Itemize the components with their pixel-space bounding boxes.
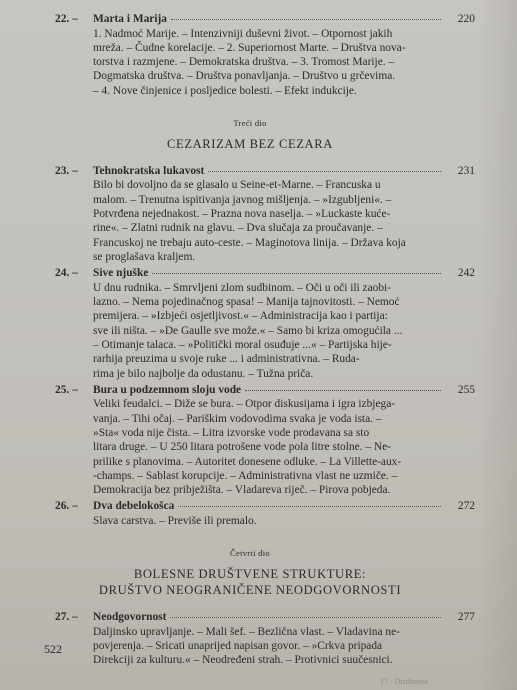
summary-line: Francuskoj ne trebaju auto-ceste. – Maginotova linija. – Država koja: [93, 236, 406, 249]
chapter-page-number: 231: [457, 164, 475, 177]
summary-line: Bilo bi dovoljno da se glasalo u Seine-et-Marne. – Francuska u: [93, 179, 381, 192]
chapter-number: 25. –: [55, 383, 78, 396]
part-title-line: DRUŠTVO NEOGRANIČENE NEODGOVORNOSTI: [98, 583, 402, 598]
chapter-title: Marta i Marija: [93, 13, 168, 25]
toc-entry-heading: [55, 610, 475, 625]
toc-entry: [55, 610, 475, 667]
page-shadow: [477, 0, 517, 690]
summary-line: Daljinsko upravljanje. – Mali šef. – Bezlična vlast. – Vladavina ne-: [93, 625, 400, 638]
chapter-summary: [55, 625, 445, 668]
chapter-summary: [55, 27, 445, 98]
summary-line: rarhija preuzima u svoje ruke ... i administrativna. – Ruda-: [93, 353, 360, 366]
toc-entry-heading: [55, 499, 475, 514]
toc-entry-heading: [55, 164, 475, 179]
summary-line: – Otimanje talaca. – »Politički moral osuđuje ...« – Partijska hije-: [93, 338, 392, 351]
summary-line: povjerenja. – Sricati unaprijed napisan govor. – »Crkva pripada: [93, 640, 383, 653]
chapter-title: Neodgovornost: [93, 611, 167, 624]
part-label: Treći dio: [233, 117, 267, 128]
chapter-number: 24. –: [55, 267, 78, 280]
chapter-page-number: 242: [457, 267, 475, 280]
part-title-line: BOLESNE DRUŠTVENE STRUKTURE:: [133, 567, 367, 582]
part-title-line: CEZARIZAM BEZ CEZARA: [167, 136, 333, 151]
summary-line: Veliki feudalci. – Diže se bura. – Otpor diskusijama i igra izbjega-: [93, 398, 396, 411]
dot-leader: [208, 170, 441, 172]
summary-line: rima je bilo najbolje da odustanu. – Tužna priča.: [93, 367, 314, 380]
chapter-page-number: 277: [457, 611, 475, 624]
toc-entry: [55, 12, 475, 98]
chapter-summary: [55, 281, 445, 381]
page-number: 522: [44, 642, 62, 656]
summary-line: -champs. – Sablast korupcije. – Administrativna vlast ne uzmiče. –: [93, 469, 398, 482]
toc-entry-heading: [55, 383, 475, 398]
toc-entry: [55, 499, 475, 528]
summary-line: »Sta« voda nije čista. – Litra izvorske vode prodavana sa sto: [93, 426, 370, 439]
dot-leader: [245, 389, 441, 391]
summary-line: Potvrđena nejednakost. – Prazna nova naselja. – »Luckaste kuće-: [93, 208, 391, 221]
bleed-through-text: 17 - Društvena: [380, 677, 428, 686]
summary-line: Direkciji za kulturu.« – Neodređeni strah. – Protivnici suučesnici.: [93, 654, 393, 667]
part-title: [55, 136, 445, 152]
chapter-page-number: 255: [457, 383, 475, 396]
toc-entry: [55, 383, 475, 498]
chapter-title: Sive njuške: [93, 267, 149, 280]
chapter-summary: [55, 397, 445, 497]
chapter-number: 23. –: [55, 164, 78, 177]
summary-line: U dnu rudnika. – Smrvljeni zlom sudbinom. – Oči u oči ili zaobi-: [93, 281, 392, 294]
summary-line: malom. – Trenutna ispitivanja javnog mišljenja. – »Izgubljeni«. –: [93, 193, 392, 206]
chapter-number: 26. –: [55, 500, 78, 513]
part-title: [55, 566, 445, 598]
toc-entry-heading: [55, 266, 475, 281]
dot-leader: [178, 505, 441, 507]
summary-line: mreža. – Čudne korelacije. – 2. Superiornost Marte. – Društva nova-: [93, 41, 406, 54]
summary-line: prilike s planovima. – Autoritet donesene odluke. – La Villette-aux-: [93, 455, 402, 468]
toc-entry-heading: [55, 12, 475, 27]
summary-line: Slava carstva. – Previše ili premalo.: [93, 514, 257, 527]
summary-line: Demokracija bez pribježišta. – Vladareva riječ. – Pirova pobjeda.: [93, 484, 391, 497]
chapter-page-number: 220: [457, 13, 475, 25]
summary-line: se proglašava kraljem.: [93, 250, 196, 263]
chapter-title: Bura u podzemnom sloju vode: [93, 383, 242, 396]
summary-line: rine«. – Zlatni rudnik na glavu. – Dva slučaja za proučavanje. –: [93, 222, 383, 235]
summary-line: 1. Nadmoć Marije. – Intenzivniji duševni život. – Otpornost jakih: [93, 27, 393, 40]
table-of-contents: [55, 12, 475, 670]
dot-leader: [171, 18, 441, 20]
chapter-title: Dva debelokošca: [93, 500, 175, 513]
chapter-number: 22. –: [55, 13, 78, 25]
summary-line: – 4. Nove činjenice i posljedice bolesti. – Efekt indukcije.: [93, 84, 357, 97]
summary-line: lazno. – Nema pojedinačnog spasa! – Manija tajnovitosti. – Nemoć: [93, 296, 400, 309]
chapter-page-number: 272: [457, 500, 475, 513]
chapter-summary: [55, 178, 445, 264]
summary-line: sve ili ništa. – »De Gaulle sve može.« – Samo bi kriza omogućila ...: [93, 324, 403, 337]
part-label: Četvrti dio: [230, 548, 270, 559]
summary-line: torstva i razmjene. – Demokratska društva. – 3. Tromost Marije. –: [93, 56, 395, 69]
summary-line: premijera. – »Izbjeći osjetljivost.« – Administracija kao i partija:: [93, 310, 388, 323]
dot-leader: [170, 616, 441, 618]
chapter-summary: [55, 514, 445, 528]
toc-entry: [55, 164, 475, 264]
summary-line: Dogmatska društva. – Društva ponavljanja. – Društvo u grčevima.: [93, 70, 396, 83]
chapter-number: 27. –: [55, 611, 78, 624]
summary-line: litara druge. – U 250 litara potrošene vode pola litre stolne. – Ne-: [93, 441, 391, 454]
chapter-title: Tehnokratska lukavost: [93, 164, 205, 177]
dot-leader: [152, 272, 441, 274]
toc-entry: [55, 266, 475, 381]
summary-line: vanja. – Tihi očaj. – Pariškim vodovodima svaka je voda ista. –: [93, 412, 382, 425]
